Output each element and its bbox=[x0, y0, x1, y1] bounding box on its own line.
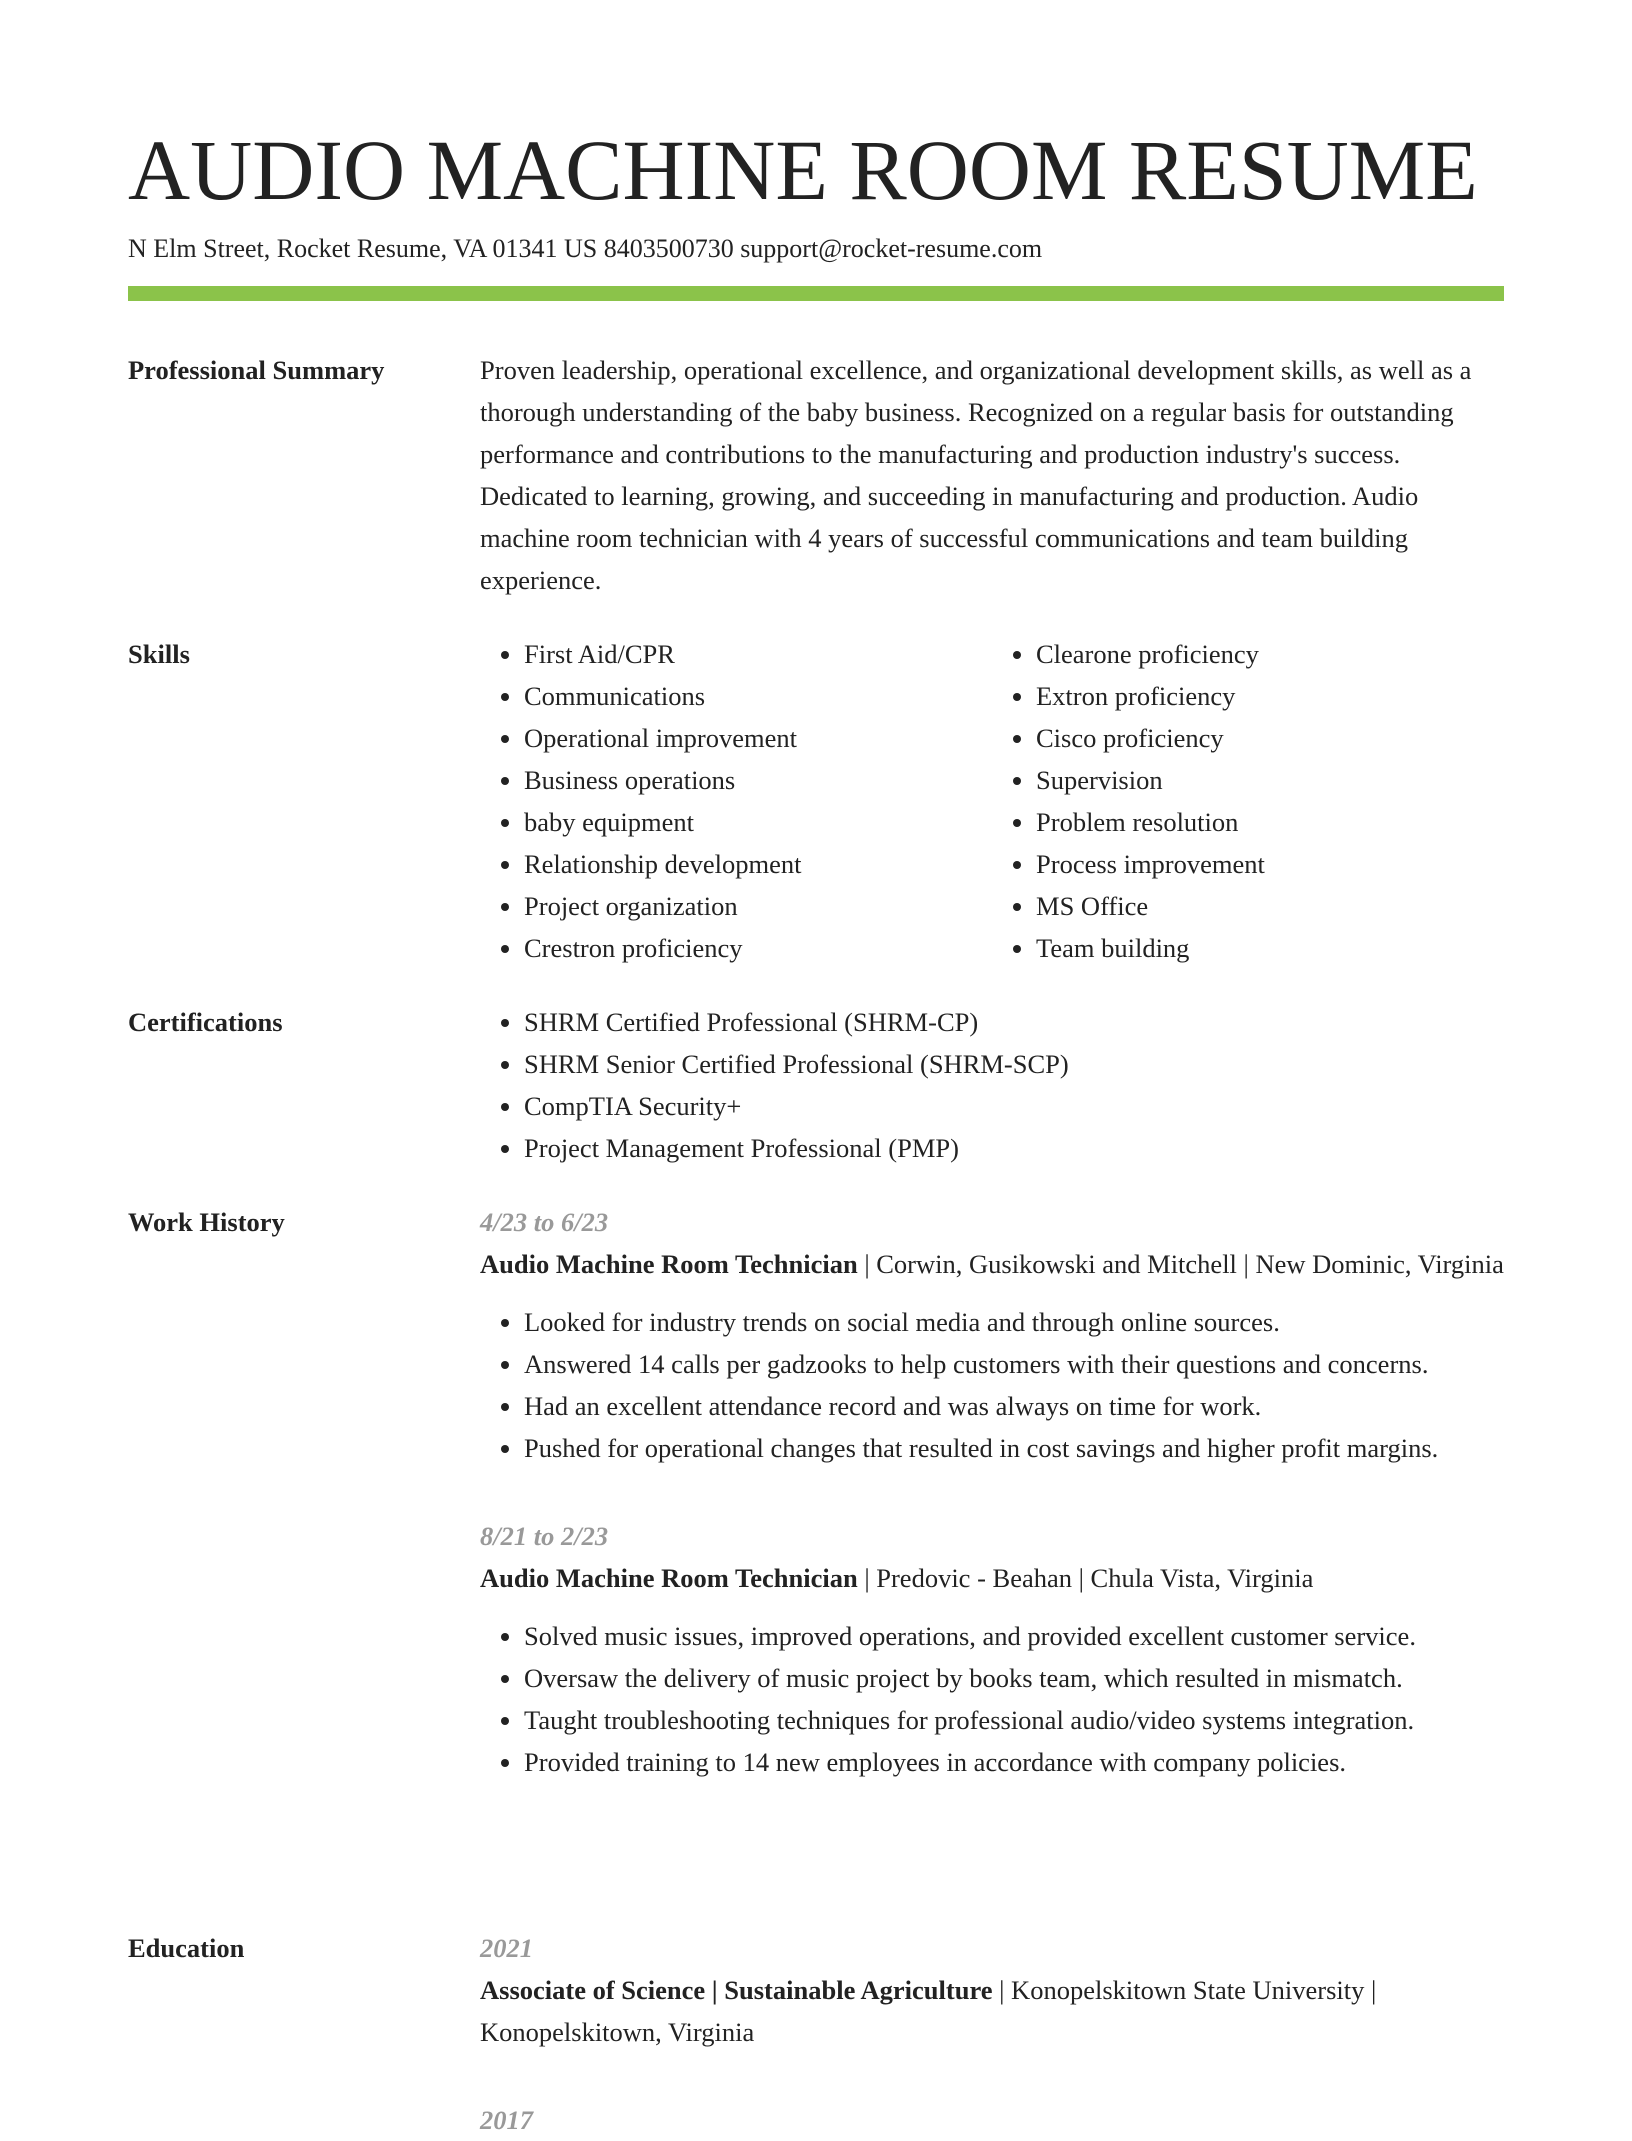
education-year: 2021 bbox=[480, 1933, 533, 1963]
certifications-body bbox=[480, 1001, 1504, 1169]
summary-text: Proven leadership, operational excellence, and organizational development skills, as well as a thorough understanding of the baby business. Recognized on a regular basis for outstanding performance and contributions to the manufacturing and production industry's success. Dedicated to learning, growing, and succeeding in manufacturing and production. Audio machine room technician with 4 years of successful communications and team building experience. bbox=[480, 355, 1472, 595]
work-history-body bbox=[480, 1201, 1504, 1783]
certifications-list bbox=[480, 1001, 1504, 1169]
education-body bbox=[480, 1927, 1504, 2141]
job-title: Audio Machine Room Technician bbox=[480, 1563, 858, 1593]
skill-item: • Crestron proficiency bbox=[524, 927, 992, 969]
skill-item: • Supervision bbox=[1036, 759, 1504, 801]
education-entry bbox=[480, 1927, 1504, 2053]
job-bullet: • Looked for industry trends on social media and through online sources. bbox=[524, 1301, 1504, 1343]
skill-item: • First Aid/CPR bbox=[524, 633, 992, 675]
skill-item: • MS Office bbox=[1036, 885, 1504, 927]
skills-list-left bbox=[480, 633, 992, 969]
job-bullet: • Oversaw the delivery of music project by books team, which resulted in mismatch. bbox=[524, 1657, 1504, 1699]
job-employer: | Predovic - Beahan | Chula Vista, Virginia bbox=[857, 1563, 1314, 1593]
certification-item: • SHRM Senior Certified Professional (SHRM-SCP) bbox=[524, 1043, 1504, 1085]
job-employer: | Corwin, Gusikowski and Mitchell | New Dominic, Virginia bbox=[857, 1249, 1504, 1279]
education-school: | Konopelskitown State University | Konopelskitown, Virginia bbox=[480, 1975, 1377, 2047]
summary-heading: Professional Summary bbox=[128, 355, 385, 385]
work-history-heading: Work History bbox=[128, 1207, 285, 1237]
job-dates: 4/23 to 6/23 bbox=[480, 1207, 609, 1237]
job-bullet: • Pushed for operational changes that resulted in cost savings and higher profit margins. bbox=[524, 1427, 1504, 1469]
contact-line: N Elm Street, Rocket Resume, VA 01341 US 8403500730 support@rocket-resume.com bbox=[128, 234, 1043, 263]
job-bullets bbox=[480, 1615, 1504, 1783]
header-divider bbox=[128, 286, 1504, 301]
education-year: 2017 bbox=[480, 2105, 533, 2135]
job-bullet: • Solved music issues, improved operations, and provided excellent customer service. bbox=[524, 1615, 1504, 1657]
education-entry bbox=[480, 2099, 1504, 2141]
skill-item: • Extron proficiency bbox=[1036, 675, 1504, 717]
skill-item: • Business operations bbox=[524, 759, 992, 801]
skill-item: • Project organization bbox=[524, 885, 992, 927]
job-bullet: • Had an excellent attendance record and was always on time for work. bbox=[524, 1385, 1504, 1427]
skills-body bbox=[480, 633, 1504, 969]
job-bullet: • Answered 14 calls per gadzooks to help customers with their questions and concerns. bbox=[524, 1343, 1504, 1385]
skills-heading: Skills bbox=[128, 639, 190, 669]
job-dates: 8/21 to 2/23 bbox=[480, 1521, 609, 1551]
skill-item: • Team building bbox=[1036, 927, 1504, 969]
education-heading: Education bbox=[128, 1933, 245, 1963]
job-bullet: • Taught troubleshooting techniques for professional audio/video systems integration. bbox=[524, 1699, 1504, 1741]
job-header bbox=[480, 1557, 1504, 1599]
job-bullet: • Provided training to 14 new employees in accordance with company policies. bbox=[524, 1741, 1504, 1783]
certification-item: • Project Management Professional (PMP) bbox=[524, 1127, 1504, 1169]
resume-title: AUDIO MACHINE ROOM RESUME bbox=[128, 122, 1478, 218]
job-header bbox=[480, 1243, 1504, 1285]
skill-item: • Process improvement bbox=[1036, 843, 1504, 885]
skill-item: • Relationship development bbox=[524, 843, 992, 885]
job-entry bbox=[480, 1201, 1504, 1469]
job-title: Audio Machine Room Technician bbox=[480, 1249, 858, 1279]
summary-body bbox=[480, 349, 1504, 601]
skill-item: • Cisco proficiency bbox=[1036, 717, 1504, 759]
education-degree: Associate of Science | Sustainable Agriculture bbox=[480, 1975, 993, 2005]
skill-item: • Communications bbox=[524, 675, 992, 717]
certification-item: • SHRM Certified Professional (SHRM-CP) bbox=[524, 1001, 1504, 1043]
skill-item: • Operational improvement bbox=[524, 717, 992, 759]
skills-list-right bbox=[992, 633, 1504, 969]
certification-item: • CompTIA Security+ bbox=[524, 1085, 1504, 1127]
skill-item: • Clearone proficiency bbox=[1036, 633, 1504, 675]
education-header bbox=[480, 1969, 1504, 2053]
skill-item: • Problem resolution bbox=[1036, 801, 1504, 843]
job-entry bbox=[480, 1515, 1504, 1783]
certifications-heading: Certifications bbox=[128, 1007, 283, 1037]
skill-item: • baby equipment bbox=[524, 801, 992, 843]
job-bullets bbox=[480, 1301, 1504, 1469]
